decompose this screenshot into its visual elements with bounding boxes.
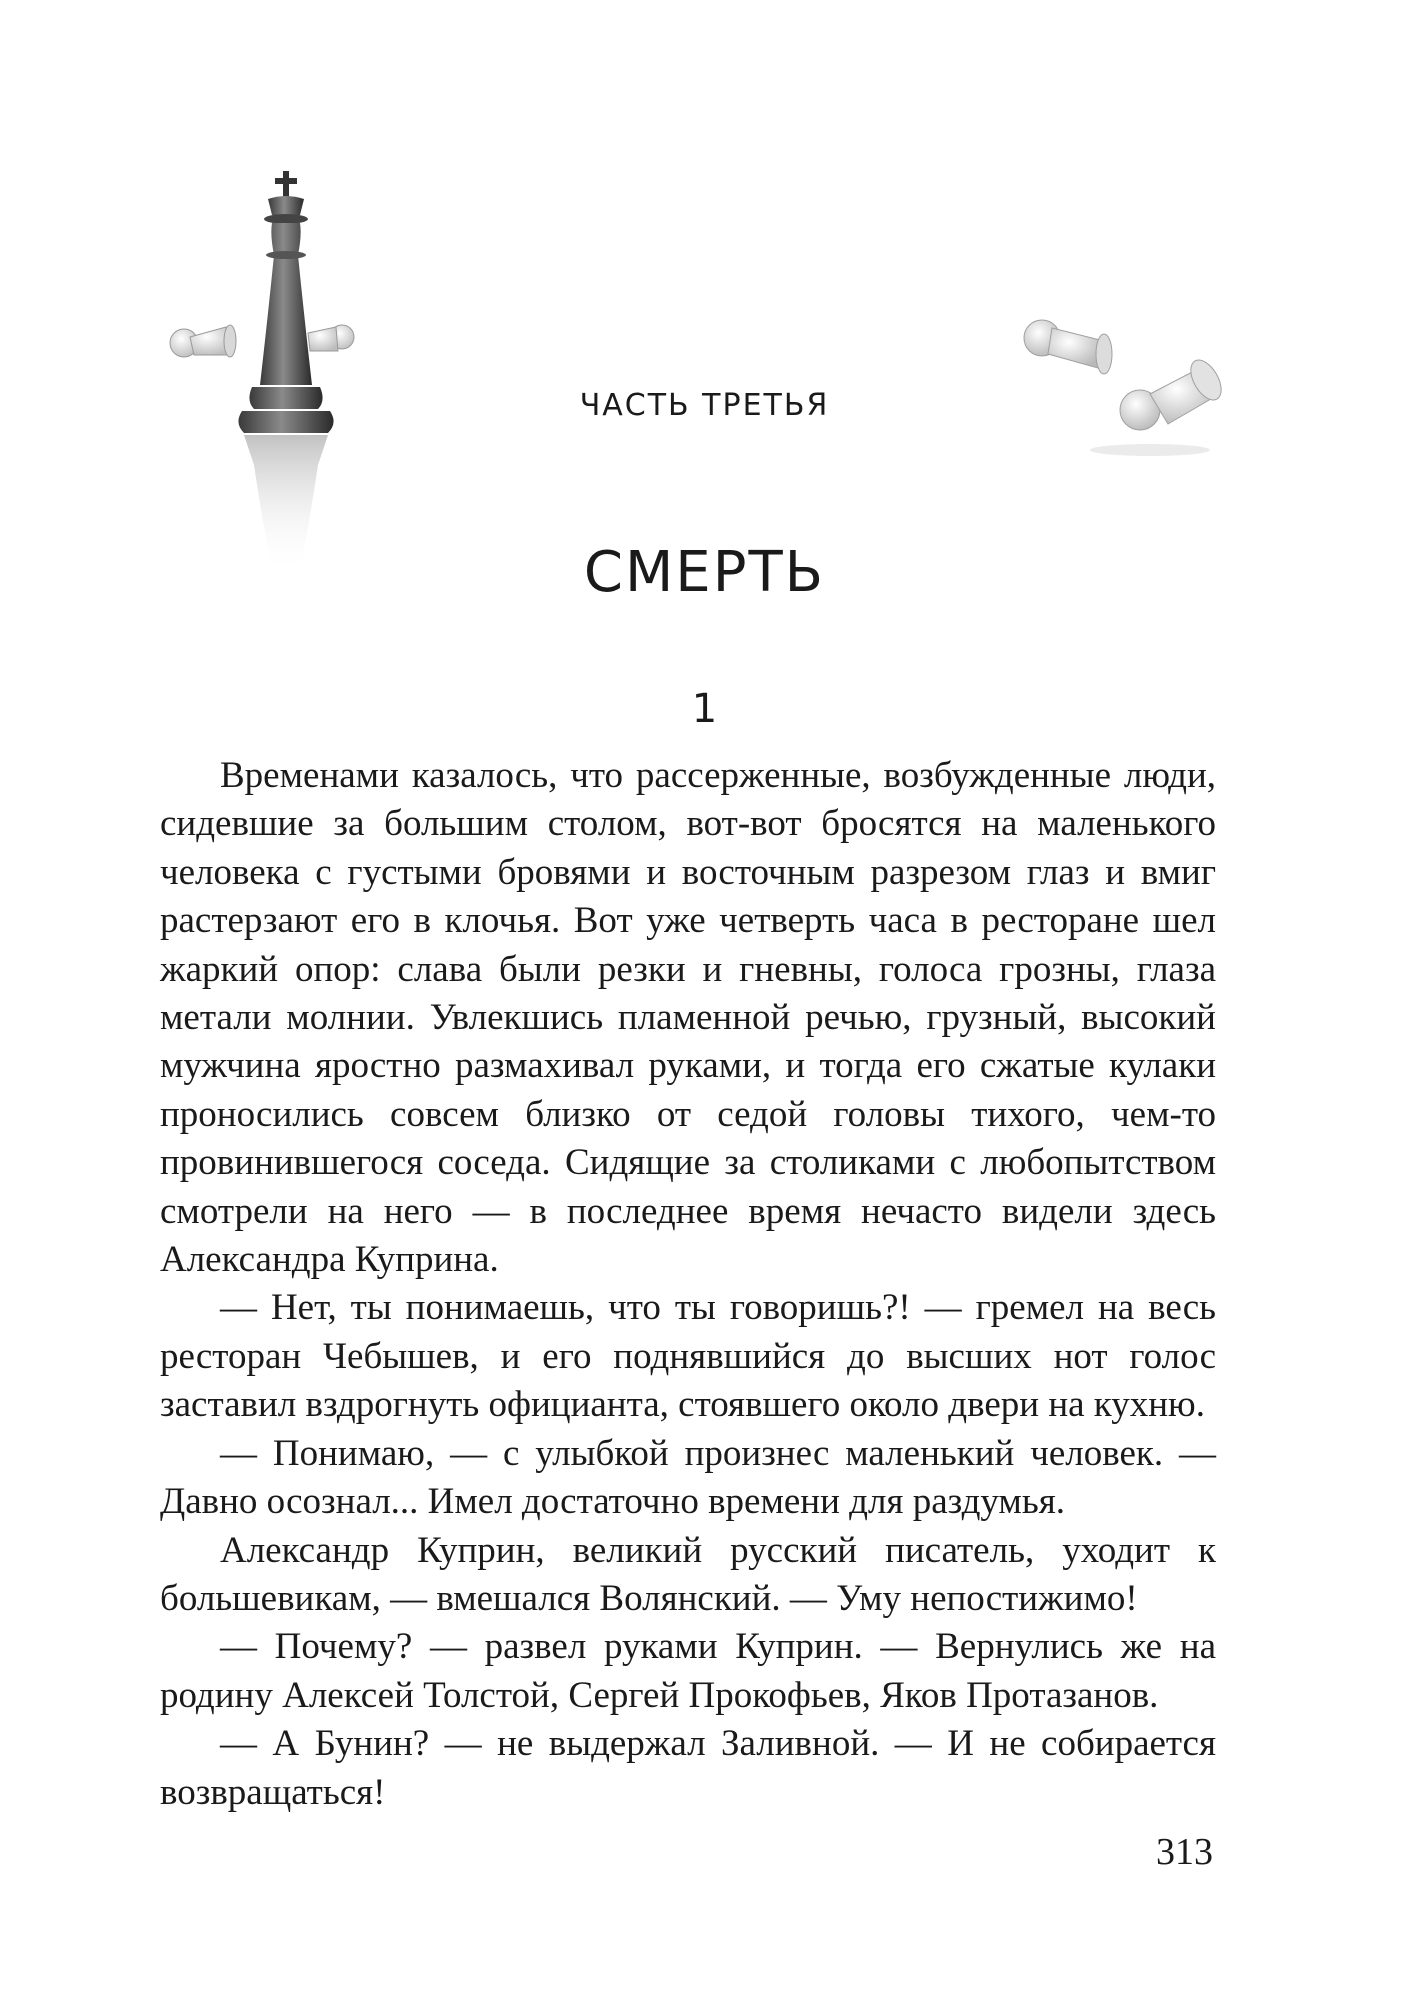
section-number: 1 xyxy=(691,686,718,732)
paragraph: Временами казалось, что рассерженные, возбужденные люди, сидевшие за большим столом, вот-вот бросятся на маленького человека с густыми бровями и восточным разрезом глаз и вмиг растерзают его в клочья. Вот уже четверть часа в ресторане шел жаркий опор: слава были резки и гневны, голоса грозны, глаза метали молнии. Увлекшись пламенной речью, грузный, высокий мужчина яростно размахивал руками, и тогда его сжатые кулаки проносились совсем близко от седой головы тихого, чем-то провинившегося соседа. Сидящие за столиками с любопытством смотрели на него — в последнее время нечасто видели здесь Александра Куприна. xyxy=(160,755,1216,1281)
body-text xyxy=(160,752,1216,1817)
page-number: 313 xyxy=(1156,1831,1213,1873)
paragraph: — Понимаю, — с улыбкой произнес маленький человек. — Давно осознал... Имел достаточно времени для раздумья. xyxy=(160,1432,1216,1523)
chess-king-icon xyxy=(160,165,370,585)
paragraph: — А Бунин? — не выдержал Заливной. — И не собирается возвращаться! xyxy=(160,1723,1216,1813)
fallen-pawns-icon xyxy=(1020,310,1235,460)
paragraph: Александр Куприн, великий русский писатель, уходит к большевикам, — вмешался Волянский. — Уму непостижимо! xyxy=(160,1529,1216,1619)
paragraph: — Нет, ты понимаешь, что ты говоришь?! — гремел на весь ресторан Чебышев, и его поднявшийся до высших нот голос заставил вздрогнуть официанта, стоявшего около двери на кухню. xyxy=(160,1287,1216,1426)
paragraph: — Почему? — развел руками Куприн. — Вернулись же на родину Алексей Толстой, Сергей Прокофьев, Яков Протазанов. xyxy=(160,1626,1216,1716)
chapter-title: СМЕРТЬ xyxy=(583,540,826,605)
part-label: ЧАСТЬ ТРЕТЬЯ xyxy=(579,388,830,423)
